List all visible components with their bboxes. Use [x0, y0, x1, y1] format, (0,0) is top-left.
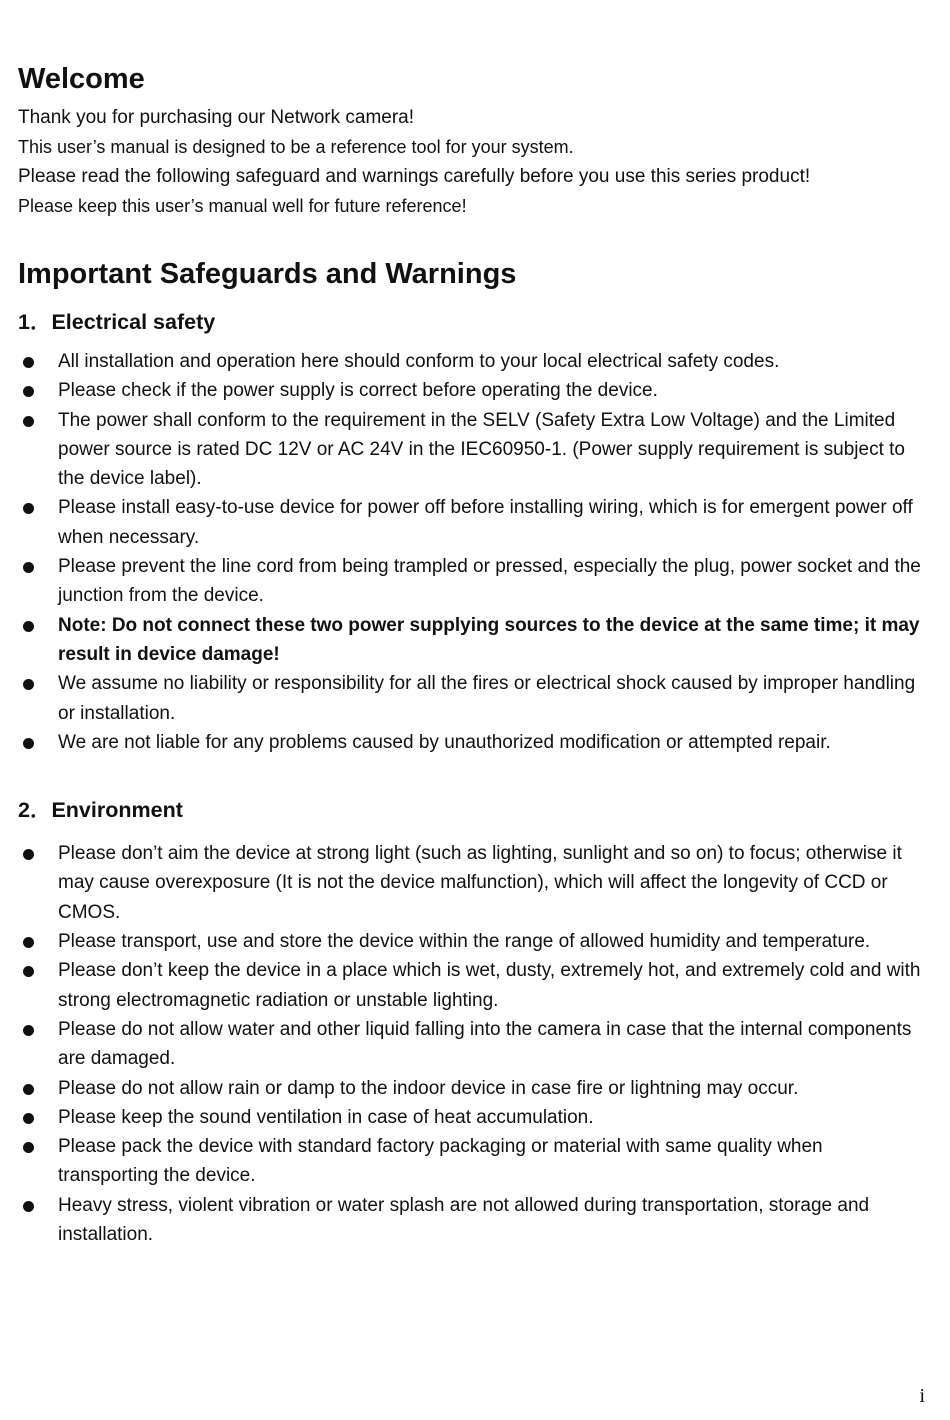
- list-item-text: Please do not allow rain or damp to the indoor device in case fire or lightning may occur.: [58, 1077, 799, 1099]
- list-item-text: Note: Do not connect these two power supplying sources to the device at the same time; it may result in device damage!: [58, 614, 920, 665]
- list-item: [18, 1074, 923, 1103]
- list-item: [18, 728, 923, 757]
- list-item: [18, 552, 923, 611]
- bullet-icon: [23, 1084, 34, 1095]
- list-item-text: We assume no liability or responsibility for all the fires or electrical shock caused by improper handling or installation.: [58, 673, 916, 724]
- list-item: [18, 956, 923, 1015]
- list-item-text: Please transport, use and store the device within the range of allowed humidity and temperature.: [58, 931, 871, 953]
- list-item-text: Please check if the power supply is correct before operating the device.: [58, 380, 658, 402]
- list-item-text: Please pack the device with standard factory packaging or material with same quality when transporting the device.: [58, 1136, 823, 1187]
- list-item-text: Please do not allow water and other liquid falling into the camera in case that the internal components are damaged.: [58, 1018, 912, 1070]
- bullet-icon: [23, 621, 34, 632]
- list-item-text: All installation and operation here should conform to your local electrical safety codes.: [58, 351, 780, 372]
- list-item: [18, 839, 923, 927]
- manual-page: [18, 60, 923, 1249]
- list-item-note: [18, 611, 923, 670]
- bullet-icon: [23, 1025, 34, 1036]
- list-item-text: The power shall conform to the requirement in the SELV (Safety Extra Low Voltage) and the Limited power source is rated DC 12V or AC 24V in the IEC60950-1. (Power supply requirement is subject to the device label).: [58, 409, 905, 490]
- list-item-text: We are not liable for any problems caused by unauthorized modification or attempted repair.: [58, 731, 831, 753]
- electrical-safety-list: [18, 347, 923, 757]
- bullet-icon: [23, 1201, 34, 1212]
- intro-line: Thank you for purchasing our Network camera!: [18, 107, 415, 128]
- list-item: [18, 493, 923, 552]
- list-item-text: Heavy stress, violent vibration or water splash are not allowed during transportation, storage and installation.: [58, 1194, 870, 1246]
- environment-list: [18, 839, 923, 1249]
- bullet-icon: [23, 966, 34, 977]
- section-heading-electrical-safety: 1．Electrical safety: [18, 310, 216, 334]
- list-item: [18, 1015, 923, 1074]
- bullet-icon: [23, 1113, 34, 1124]
- list-item: [18, 1191, 923, 1250]
- list-item: [18, 669, 923, 728]
- intro-line: This user’s manual is designed to be a reference tool for your system.: [18, 136, 574, 157]
- list-item-text: Please don’t aim the device at strong light (such as lighting, sunlight and so on) to focus; otherwise it may cause overexposure (It is not the device malfunction), which will affect the longevity of CCD or CMOS.: [58, 843, 902, 923]
- bullet-icon: [23, 503, 34, 514]
- list-item-text: Please install easy-to-use device for power off before installing wiring, which is for emergent power off when necessary.: [58, 497, 913, 548]
- page-number: i: [919, 1385, 925, 1407]
- welcome-title: Welcome: [18, 63, 145, 95]
- bullet-icon: [23, 738, 34, 749]
- bullet-icon: [23, 357, 34, 368]
- bullet-icon: [23, 849, 34, 860]
- list-item: [18, 406, 923, 494]
- list-item: [18, 347, 923, 376]
- bullet-icon: [23, 937, 34, 948]
- bullet-icon: [23, 1142, 34, 1153]
- list-item: [18, 1132, 923, 1191]
- list-item: [18, 1103, 923, 1132]
- list-item: [18, 927, 923, 956]
- list-item-text: Please keep the sound ventilation in case of heat accumulation.: [58, 1106, 594, 1128]
- list-item: [18, 376, 923, 405]
- welcome-intro: [18, 103, 923, 221]
- bullet-icon: [23, 562, 34, 573]
- list-item-text: Please don’t keep the device in a place which is wet, dusty, extremely hot, and extremely cold and with strong electromagnetic radiation or unstable lighting.: [58, 960, 921, 1011]
- intro-line: Please read the following safeguard and warnings carefully before you use this series product!: [18, 166, 811, 187]
- safeguards-title: Important Safeguards and Warnings: [18, 258, 517, 290]
- intro-line: Please keep this user’s manual well for future reference!: [18, 195, 467, 216]
- bullet-icon: [23, 679, 34, 690]
- bullet-icon: [23, 386, 34, 397]
- list-item-text: Please prevent the line cord from being trampled or pressed, especially the plug, power socket and the junction from the device.: [58, 556, 921, 607]
- section-heading-environment: 2．Environment: [18, 798, 183, 823]
- bullet-icon: [23, 416, 34, 427]
